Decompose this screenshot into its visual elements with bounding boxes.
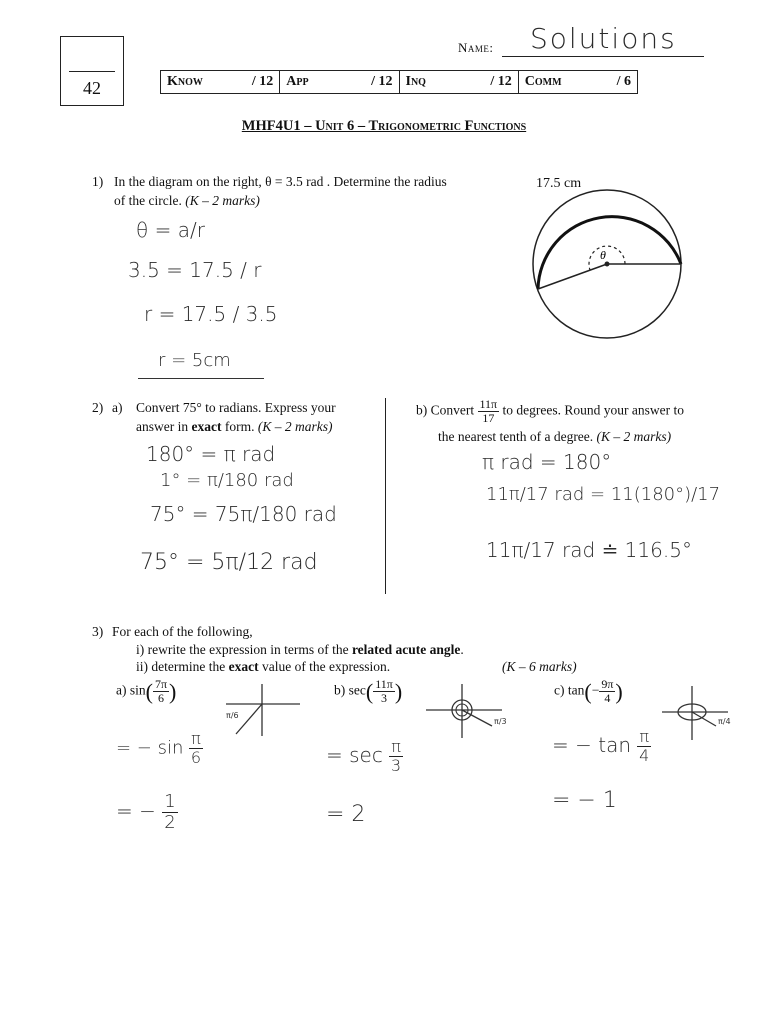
q2a-work-step2: 1° = π/180 rad: [160, 470, 294, 491]
q2a-work-step3: 75° = 75π/180 rad: [150, 502, 337, 526]
category-comm: [519, 71, 637, 93]
q3-item-ii-pre: ii) determine the: [136, 659, 229, 674]
sketch-terminal-arm: [692, 712, 716, 726]
name-label: Name:: [458, 40, 494, 55]
theta-label: θ: [600, 248, 606, 262]
q1-work-answer: r = 5cm: [158, 350, 231, 371]
q3b-step1-num: π: [391, 737, 401, 756]
q3-item-ii: [136, 657, 390, 676]
q3c-angle-sketch: [658, 682, 738, 742]
q3b-den: 3: [381, 691, 388, 705]
q3a-label: a): [116, 682, 127, 698]
q3a-step2-fraction: [162, 792, 177, 833]
sketch-angle-label: π/4: [718, 717, 731, 726]
q3b-label: b): [334, 682, 346, 698]
q3a-step2-num: 1: [164, 791, 176, 812]
q1-arc-label: 17.5 cm: [536, 176, 582, 191]
q3a-fraction: [153, 678, 169, 705]
q2a-text: [136, 398, 376, 436]
q3-marks-text: (K – 6 marks): [502, 659, 577, 674]
arc-highlight: [538, 217, 681, 289]
q2-divider: [385, 398, 386, 594]
q1-text: [114, 172, 514, 210]
q2b-label: b): [416, 402, 428, 418]
q3b-open-paren: (: [365, 679, 374, 704]
q2b-text: [416, 398, 736, 446]
name-underline: [502, 56, 704, 57]
q1-work-step2: 3.5 = 17.5 / r: [128, 258, 262, 282]
q3c-step2: = − 1: [552, 788, 617, 813]
sketch-terminal-arm: [236, 704, 262, 734]
q3b-close-paren: ): [394, 679, 403, 704]
q3c-expression: [554, 678, 623, 705]
q3c-step1: [552, 728, 651, 765]
q3a-step1-text: = − sin: [116, 737, 184, 759]
q2a-text-pre: answer in: [136, 419, 192, 434]
category-inq: [400, 71, 519, 93]
q3b-step1-fraction: [389, 738, 403, 775]
q2a-work-answer: 75° = 5π/12 rad: [140, 550, 318, 575]
q3a-step2-text: = −: [116, 799, 156, 823]
q1-answer-underline: [138, 378, 264, 379]
q1-marks: (K – 2 marks): [185, 193, 260, 208]
q2b-text-line2-body: the nearest tenth of a degree.: [438, 429, 594, 444]
q1-text-line2: [114, 191, 514, 210]
sketch-angle-label: π/6: [226, 711, 239, 720]
score-box: [60, 36, 124, 106]
q3-item-i-bold: related acute angle: [351, 642, 461, 657]
q3c-fraction: [599, 678, 615, 705]
q2b-work-step1: π rad = 180°: [482, 450, 612, 474]
q2a-text-post: form.: [221, 419, 255, 434]
score-line: [69, 71, 115, 72]
q2b-text-post: to degrees. Round your answer to: [502, 402, 684, 418]
q2a-text-line1: Convert 75° to radians. Express your: [136, 400, 336, 415]
q3c-fn: tan: [567, 682, 585, 698]
radius-left: [538, 264, 607, 289]
q1-text-line2-body: of the circle.: [114, 193, 182, 208]
q3b-step1: [326, 738, 403, 775]
category-score: / 12: [251, 74, 274, 89]
q3c-step1-fraction: [637, 728, 651, 765]
category-name: Inq: [405, 74, 426, 89]
q3c-open-paren: (: [584, 679, 592, 704]
q3a-step2-den: 2: [164, 812, 176, 833]
q2b-marks: (K – 2 marks): [596, 429, 672, 444]
category-name: Know: [167, 74, 203, 89]
q3c-step1-num: π: [639, 727, 650, 746]
q3c-step1-text: = − tan: [552, 733, 632, 757]
q2b-fraction: [478, 398, 500, 425]
q2a-label: a): [112, 400, 123, 415]
q2b-text-pre: Convert: [430, 402, 475, 418]
q3-item-ii-post: value of the expression.: [258, 659, 391, 674]
category-know: [161, 71, 280, 93]
q3-item-i-pre: i) rewrite the expression in terms of the: [136, 642, 352, 657]
q1-work-step1: θ = a/r: [136, 218, 205, 242]
q2a-work-step1: 180° = π rad: [146, 442, 276, 466]
q3b-step2: = 2: [326, 802, 366, 827]
q3c-num: 9π: [601, 677, 614, 691]
category-name: App: [286, 74, 309, 89]
category-score-table: [160, 70, 638, 94]
q3-item-i-post: .: [460, 642, 464, 657]
q3-number: 3): [92, 624, 104, 639]
q3a-step1-num: π: [191, 729, 201, 748]
category-score: / 12: [490, 74, 512, 89]
q1-circle-diagram: [528, 188, 690, 344]
q3b-num: 11π: [375, 677, 393, 691]
center-point: [605, 262, 610, 267]
name-value: Solutions: [530, 22, 677, 55]
q1-work-step3: r = 17.5 / 3.5: [144, 302, 278, 326]
q3a-close-paren: ): [169, 679, 177, 704]
q3-intro: For each of the following,: [112, 624, 253, 639]
q3a-fn: sin: [129, 682, 146, 698]
q3b-fraction: [373, 678, 395, 705]
category-score: / 12: [371, 74, 393, 89]
q2b-text-line1: [416, 398, 736, 425]
q2a-text-line2: [136, 417, 376, 436]
q3c-step1-den: 4: [639, 746, 650, 765]
q2b-text-line2: [416, 427, 736, 446]
q2a-marks: (K – 2 marks): [257, 419, 333, 434]
q3-item-ii-bold: exact: [228, 659, 259, 674]
q3b-step1-text: = sec: [326, 743, 383, 767]
q3b-fn: sec: [348, 682, 366, 698]
q3c-sign: −: [591, 682, 600, 698]
q3-marks: [502, 657, 577, 676]
sketch-angle-label: π/3: [494, 717, 507, 726]
q2b-work-answer: 11π/17 rad ≐ 116.5°: [486, 538, 692, 562]
category-name: Comm: [524, 74, 562, 89]
q2-number: 2): [92, 400, 104, 415]
q3a-den: 6: [158, 691, 164, 705]
q3a-step1: [116, 730, 203, 767]
q3a-step1-den: 6: [190, 748, 202, 767]
sketch-terminal-arm: [462, 710, 492, 726]
score-total: 42: [83, 78, 101, 98]
q1-text-line1: In the diagram on the right, θ = 3.5 rad . Determine the radius: [114, 174, 447, 189]
q2a-text-bold: exact: [191, 419, 222, 434]
q3a-step2: [116, 792, 178, 833]
q3b-step1-den: 3: [390, 756, 402, 775]
q2b-work-step2: 11π/17 rad = 11(180°)/17: [486, 484, 721, 505]
q3a-angle-sketch: [222, 680, 302, 740]
q3b-expression: [334, 678, 402, 705]
q3b-angle-sketch: [424, 680, 516, 742]
q3c-label: c): [554, 682, 565, 698]
q3c-den: 4: [604, 691, 611, 705]
category-score: / 6: [616, 74, 631, 89]
q3a-open-paren: (: [145, 679, 153, 704]
q3a-expression: [116, 678, 176, 705]
q3a-num: 7π: [154, 677, 168, 691]
q3c-close-paren: ): [615, 679, 623, 704]
q3a-step1-fraction: [189, 730, 203, 767]
category-app: [280, 71, 399, 93]
page-title: MHF4U1 – Unit 6 – Trigonometric Functions: [241, 118, 527, 134]
q1-number: 1): [92, 174, 104, 189]
q2b-frac-num: 11π: [479, 397, 498, 411]
q2b-frac-den: 17: [482, 411, 495, 425]
